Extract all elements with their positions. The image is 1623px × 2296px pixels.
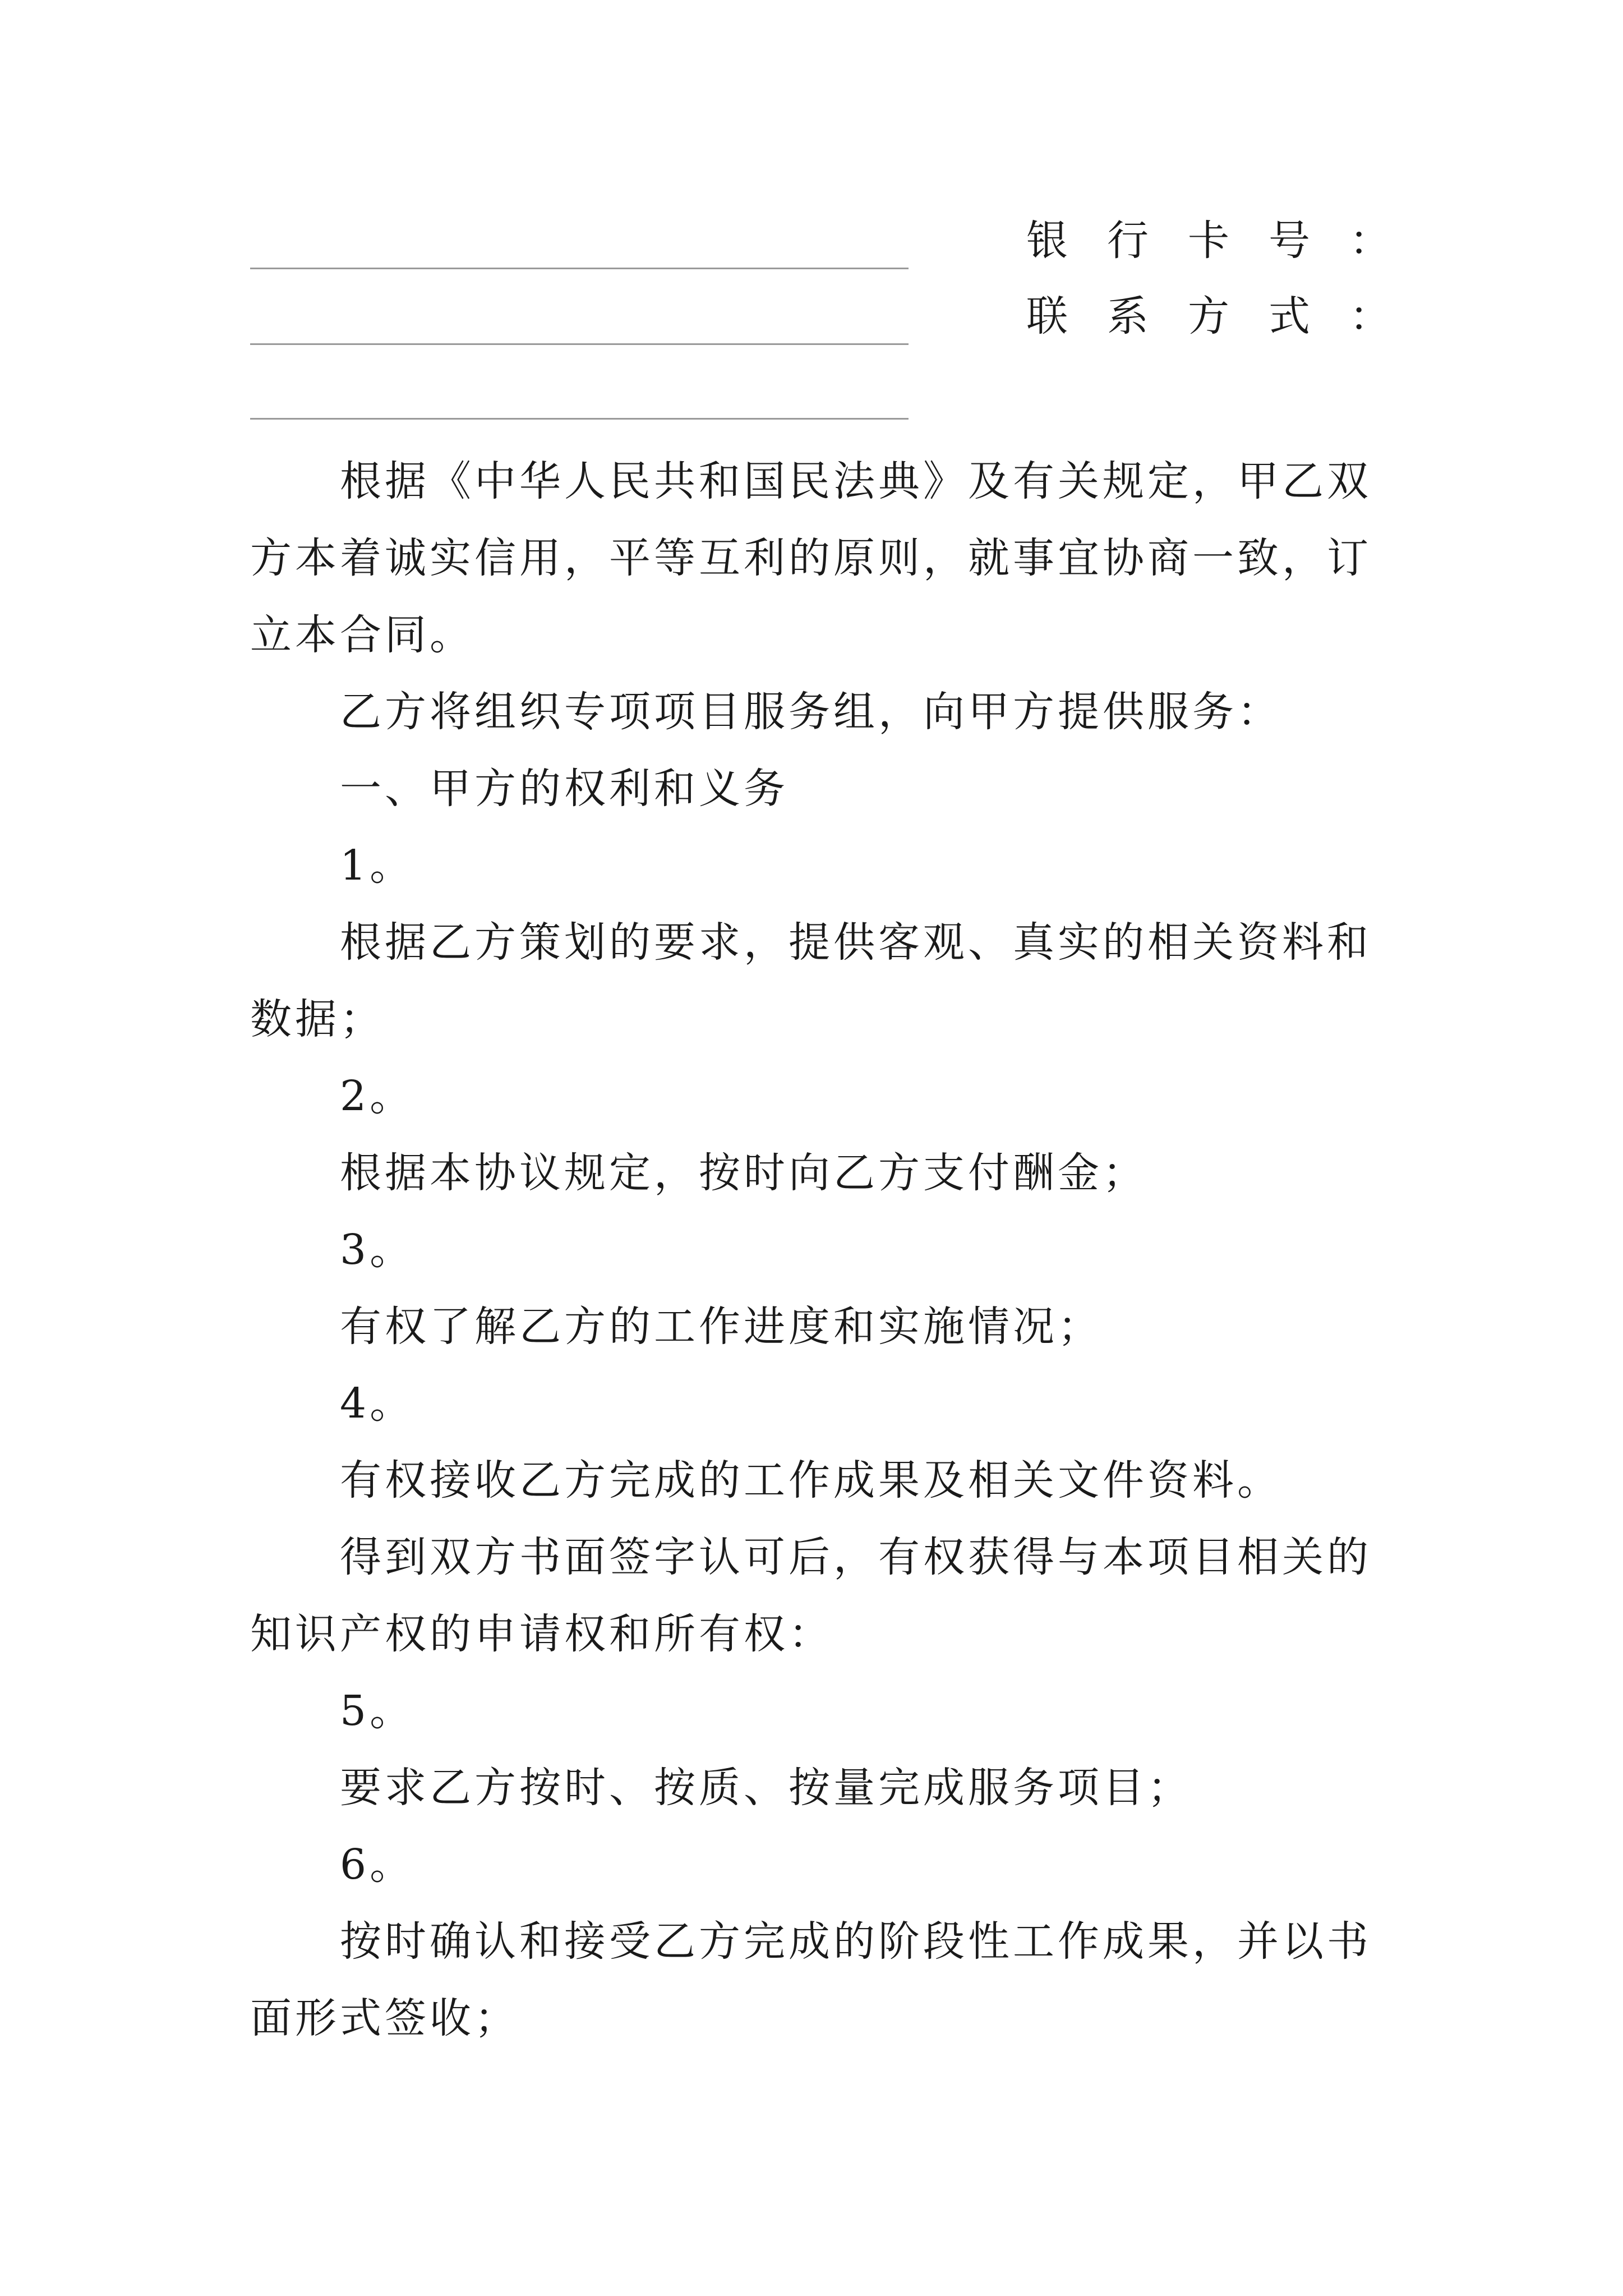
item-text-5: 要求乙方按时、按质、按量完成服务项目； — [340, 1764, 1192, 1812]
item-text-4: 有权接收乙方完成的工作成果及相关文件资料。 — [340, 1456, 1282, 1504]
item-text-6: 按时确认和接受乙方完成的阶段性工作成果，并以书面形式签收； — [250, 1917, 1372, 2042]
bank-card-row — [250, 202, 1391, 269]
paragraph-service-intro: 乙方将组织专项项目服务组，向甲方提供服务： — [340, 688, 1282, 736]
contact-label-text: 联系方式 — [1026, 292, 1349, 341]
paragraph-preamble: 根据《中华人民共和国民法典》及有关规定，甲乙双方本着诚实信用，平等互利的原则，就事宜协商一致，订立本合同。 — [250, 457, 1372, 659]
item-text-3: 有权了解乙方的工作进度和实施情况； — [340, 1303, 1103, 1351]
item-text-2: 根据本协议规定，按时向乙方支付酬金； — [340, 1149, 1147, 1197]
contact-underline — [250, 343, 909, 345]
contact-colon: ： — [1349, 292, 1391, 341]
contact-label — [1026, 291, 1391, 342]
item-text-4-ip: 得到双方书面签字认可后，有权获得与本项目相关的知识产权的申请权和所有权： — [250, 1533, 1372, 1658]
section-heading-party-a: 一、甲方的权利和义务 — [340, 765, 789, 813]
item-number-5: 5。 — [340, 1687, 415, 1735]
contact-row — [250, 278, 1391, 345]
contact-continuation-underline — [250, 418, 909, 420]
bank-card-label — [1026, 215, 1391, 266]
item-text-1: 根据乙方策划的要求，提供客观、真实的相关资料和数据； — [250, 918, 1372, 1043]
bank-card-underline — [250, 268, 909, 269]
item-number-6: 6。 — [340, 1841, 415, 1889]
item-number-4: 4。 — [340, 1379, 415, 1428]
item-number-2: 2。 — [340, 1072, 415, 1120]
bank-card-label-text: 银行卡号 — [1026, 217, 1349, 265]
contract-body — [250, 443, 1391, 2057]
item-number-1: 1。 — [340, 841, 415, 890]
bank-card-colon: ： — [1349, 217, 1391, 265]
item-number-3: 3。 — [340, 1226, 415, 1274]
